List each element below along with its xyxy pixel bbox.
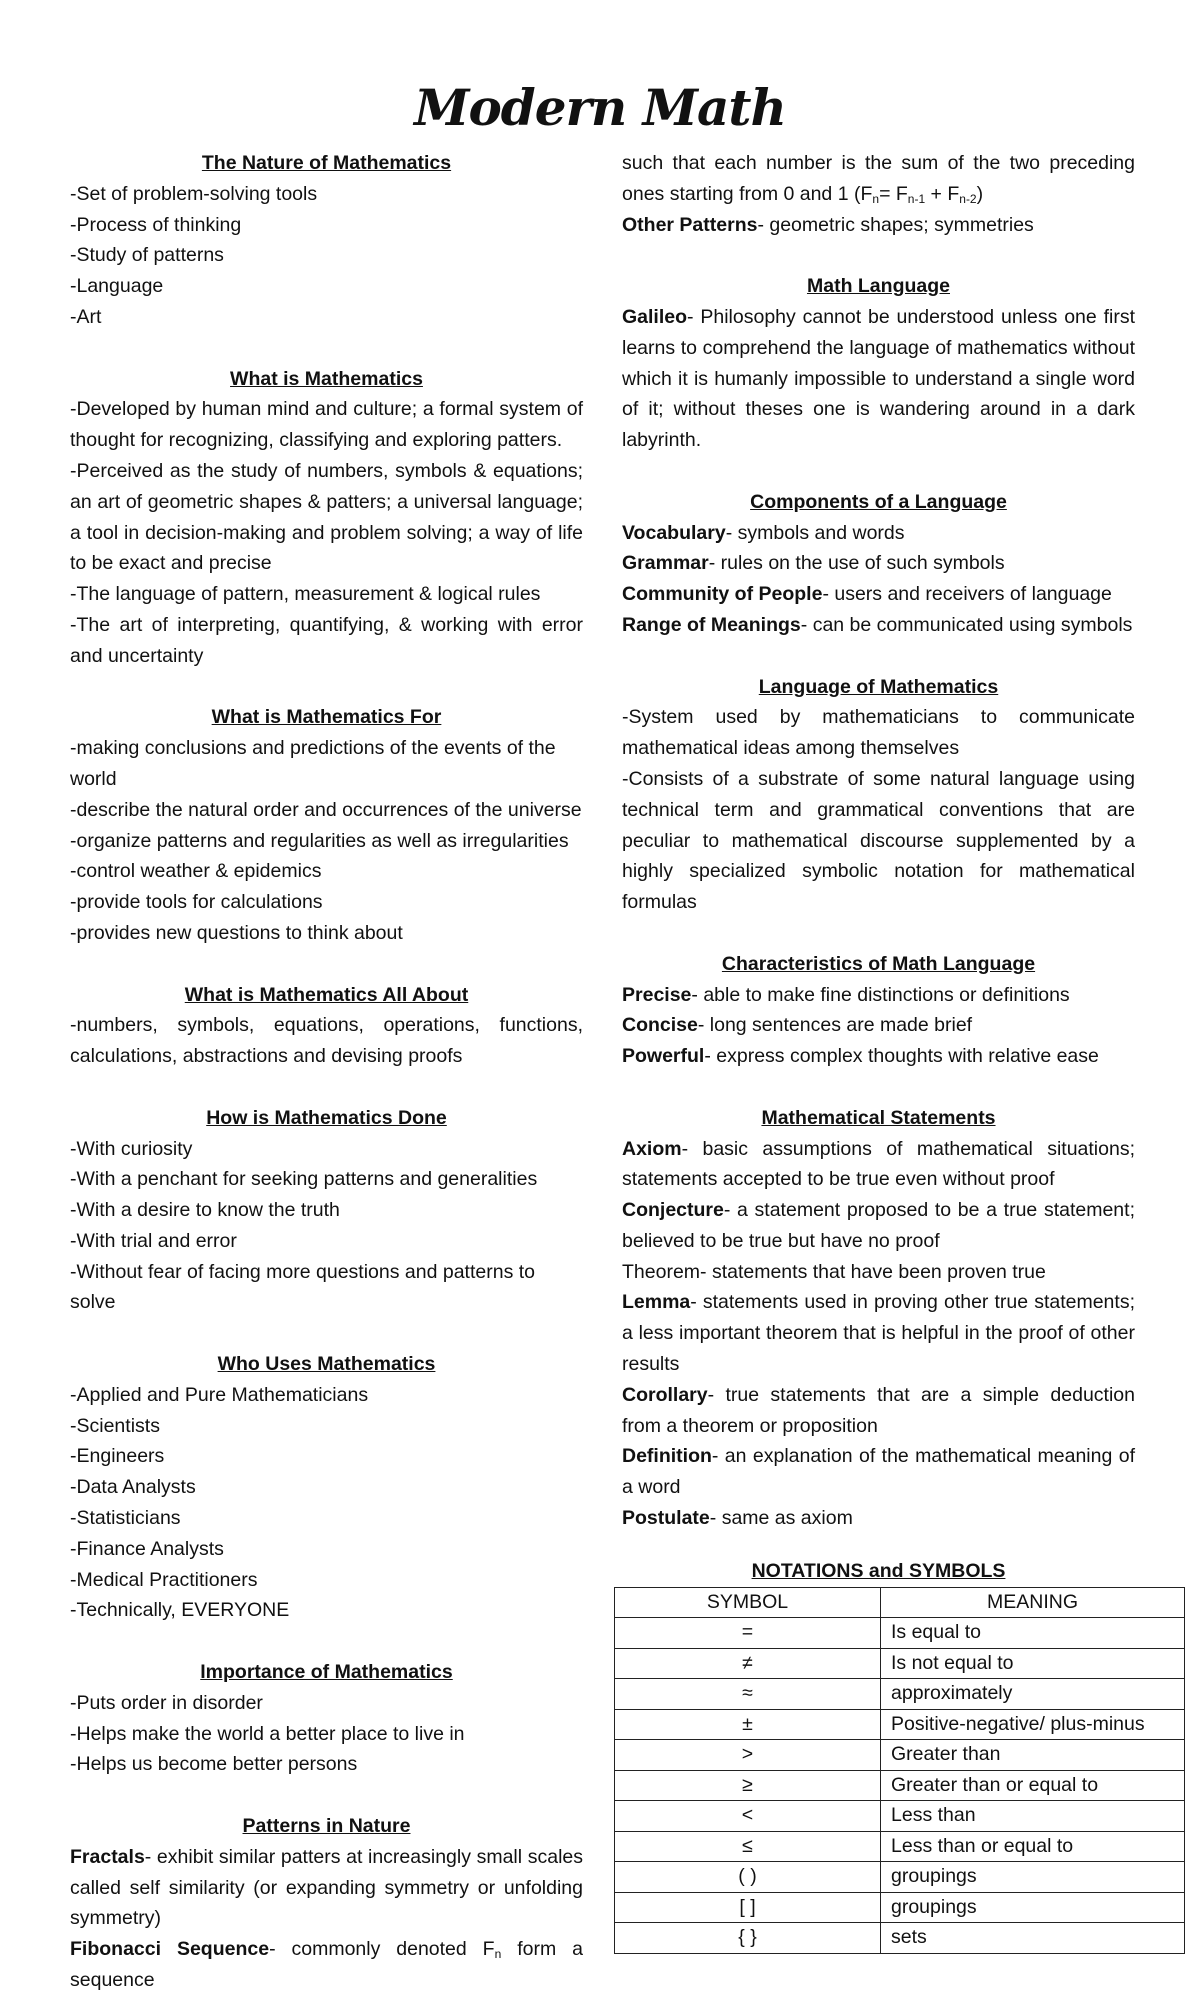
term: Axiom bbox=[622, 1137, 682, 1160]
list-item: -With a desire to know the truth bbox=[70, 1199, 340, 1222]
symbol-cell: ≤ bbox=[615, 1831, 881, 1862]
definition-text: - commonly denoted F bbox=[269, 1938, 495, 1961]
definition-text: - same as axiom bbox=[709, 1507, 853, 1530]
term: Powerful bbox=[622, 1045, 705, 1068]
symbol-cell: [ ] bbox=[615, 1892, 881, 1923]
definition-text: - Philosophy cannot be understood unless one first learns to comprehend the language of mathematics without which it is humanly impossible to understand a single word of it; without theses one is wandering around in a dark labyrinth. bbox=[622, 305, 1135, 452]
definition-fractals bbox=[70, 1842, 583, 1934]
list-item: -describe the natural order and occurrences of the universe bbox=[70, 798, 582, 821]
left-column bbox=[70, 148, 583, 1996]
definition-text: - a statement proposed to be a true statement; believed to be true but have no proof bbox=[622, 1199, 1135, 1252]
definition-definition bbox=[622, 1441, 1135, 1503]
list-item: -Medical Practitioners bbox=[70, 1568, 258, 1591]
symbol-cell: ≈ bbox=[615, 1679, 881, 1710]
definition-text: - basic assumptions of mathematical situations; statements accepted to be true even without proof bbox=[622, 1137, 1135, 1191]
list-item: -With a penchant for seeking patterns and generalities bbox=[70, 1168, 538, 1191]
definition-text: - rules on the use of such symbols bbox=[708, 552, 1005, 575]
list-item: -System used by mathematicians to communicate mathematical ideas among themselves bbox=[622, 706, 1135, 760]
definition-text: ) bbox=[976, 182, 984, 205]
term: Range of Meanings bbox=[622, 613, 801, 636]
subscript: n bbox=[872, 191, 880, 206]
section-heading-about: What is Mathematics All About bbox=[184, 983, 469, 1006]
table-row bbox=[615, 1648, 1185, 1679]
section-heading-components: Components of a Language bbox=[750, 490, 1007, 513]
list-item bbox=[622, 610, 1135, 641]
term: Fibonacci Sequence bbox=[70, 1938, 270, 1961]
list-item: -Statisticians bbox=[70, 1507, 181, 1530]
list-item: -Set of problem-solving tools bbox=[70, 182, 318, 205]
list-item: -Data Analysts bbox=[70, 1476, 196, 1499]
list-item: -With trial and error bbox=[70, 1229, 237, 1252]
list-item: -Technically, EVERYONE bbox=[70, 1599, 290, 1622]
term: Corollary bbox=[622, 1383, 708, 1406]
list-item bbox=[622, 1010, 1135, 1041]
table-row bbox=[615, 1831, 1185, 1862]
table-row bbox=[615, 1892, 1185, 1923]
table-row bbox=[615, 1801, 1185, 1832]
section-heading-nature: The Nature of Mathematics bbox=[201, 152, 452, 174]
list-item: -Scientists bbox=[70, 1414, 160, 1437]
definition-conjecture bbox=[622, 1195, 1135, 1257]
section-heading-patterns: Patterns in Nature bbox=[242, 1815, 411, 1838]
list-item: -The language of pattern, measurement & logical rules bbox=[70, 583, 541, 606]
section-heading-importance: Importance of Mathematics bbox=[200, 1661, 453, 1684]
term: Vocabulary bbox=[622, 521, 726, 544]
section-heading-who: Who Uses Mathematics bbox=[217, 1353, 436, 1376]
section-heading-what: What is Mathematics bbox=[230, 367, 423, 390]
definition-text: = F bbox=[879, 182, 908, 205]
page-title: Modern Math bbox=[414, 78, 786, 137]
list-item: -Helps us become better persons bbox=[70, 1753, 358, 1776]
section-heading-for: What is Mathematics For bbox=[211, 706, 442, 729]
fibonacci-continued bbox=[622, 148, 1135, 210]
symbol-cell: < bbox=[615, 1801, 881, 1832]
symbol-cell: { } bbox=[615, 1923, 881, 1954]
subscript: n-1 bbox=[907, 191, 926, 206]
section-heading-math-language: Math Language bbox=[806, 275, 950, 298]
list-item: -Perceived as the study of numbers, symbols & equations; an art of geometric shapes & patters; a universal language; a tool in decision-making and problem solving; a way of life to be exact and precise bbox=[70, 459, 583, 575]
definition-corollary bbox=[622, 1380, 1135, 1442]
term: Conjecture bbox=[622, 1199, 724, 1222]
definition-text: - an explanation of the mathematical meaning of a word bbox=[622, 1445, 1135, 1499]
meaning-cell: Is not equal to bbox=[881, 1648, 1185, 1679]
notations-table bbox=[614, 1587, 1185, 1954]
definition-other-patterns bbox=[622, 210, 1135, 241]
list-item: -Process of thinking bbox=[70, 213, 242, 236]
meaning-cell: groupings bbox=[881, 1892, 1185, 1923]
list-item bbox=[622, 579, 1135, 610]
list-item: -The art of interpreting, quantifying, & working with error and uncertainty bbox=[70, 613, 583, 667]
list-item: -Developed by human mind and culture; a formal system of thought for recognizing, classifying and exploring patters. bbox=[70, 398, 583, 452]
subscript: n-2 bbox=[959, 191, 977, 206]
definition-text: - long sentences are made brief bbox=[697, 1014, 973, 1037]
table-row bbox=[615, 1923, 1185, 1954]
definition-text: - statements used in proving other true statements; a less important theorem that is helpful in the proof of other results bbox=[622, 1291, 1135, 1376]
symbol-cell: > bbox=[615, 1740, 881, 1771]
term: Grammar bbox=[622, 552, 709, 575]
list-item: -organize patterns and regularities as well as irregularities bbox=[70, 829, 569, 852]
table-row bbox=[615, 1862, 1185, 1893]
definition-text: - geometric shapes; symmetries bbox=[757, 213, 1034, 236]
list-item: -Helps make the world a better place to live in bbox=[70, 1722, 465, 1745]
definition-text: such that each number is the sum of the two preceding ones starting from 0 and 1 (F bbox=[622, 152, 1135, 205]
list-item: -Consists of a substrate of some natural language using technical term and grammatical conventions that are peculiar to mathematical discourse supplemented by a highly specialized symbolic notation for mathematical formulas bbox=[622, 767, 1135, 914]
section-heading-language-of-math: Language of Mathematics bbox=[758, 675, 999, 698]
meaning-cell: Less than bbox=[881, 1801, 1185, 1832]
term: Definition bbox=[622, 1445, 712, 1468]
symbol-cell: ≠ bbox=[615, 1648, 881, 1679]
definition-text: - symbols and words bbox=[725, 521, 905, 544]
definition-postulate bbox=[622, 1503, 1135, 1534]
definition-text: + F bbox=[925, 182, 960, 205]
definition-text: form a sequence bbox=[70, 1938, 583, 1992]
definition-text: - can be communicated using symbols bbox=[800, 613, 1133, 636]
list-item bbox=[622, 518, 1135, 549]
list-item: -Language bbox=[70, 275, 164, 298]
term: Concise bbox=[622, 1014, 698, 1037]
definition-text: - exhibit similar patters at increasingly small scales called self similarity (or expanding symmetry or unfolding symmetry) bbox=[70, 1845, 583, 1930]
meaning-cell: Is equal to bbox=[881, 1618, 1185, 1649]
term: Galileo bbox=[622, 305, 688, 328]
list-item: -Study of patterns bbox=[70, 244, 224, 267]
list-item: -control weather & epidemics bbox=[70, 860, 322, 883]
meaning-cell: approximately bbox=[881, 1679, 1185, 1710]
term: Fractals bbox=[70, 1845, 145, 1868]
definition-text: - users and receivers of language bbox=[822, 583, 1112, 606]
term: Community of People bbox=[622, 583, 823, 606]
list-item bbox=[622, 548, 1135, 579]
list-item: -making conclusions and predictions of the events of the world bbox=[70, 737, 556, 790]
list-item: -provides new questions to think about bbox=[70, 921, 403, 944]
list-item bbox=[622, 1041, 1135, 1072]
list-item: -Finance Analysts bbox=[70, 1537, 224, 1560]
list-item: -With curiosity bbox=[70, 1137, 193, 1160]
definition-galileo bbox=[622, 302, 1135, 456]
definition-lemma bbox=[622, 1287, 1135, 1379]
column-header-symbol: SYMBOL bbox=[615, 1587, 881, 1618]
term: Precise bbox=[622, 983, 692, 1006]
section-heading-statements: Mathematical Statements bbox=[761, 1106, 996, 1129]
term: Other Patterns bbox=[622, 213, 758, 236]
list-item: -numbers, symbols, equations, operations, functions, calculations, abstractions and devising proofs bbox=[70, 1014, 583, 1068]
definition-fibonacci bbox=[70, 1934, 583, 1996]
table-row bbox=[615, 1770, 1185, 1801]
symbol-cell: ( ) bbox=[615, 1862, 881, 1893]
list-item: -provide tools for calculations bbox=[70, 891, 323, 914]
right-column bbox=[622, 148, 1145, 1954]
term: Lemma bbox=[622, 1291, 691, 1314]
meaning-cell: groupings bbox=[881, 1862, 1185, 1893]
list-item: -Puts order in disorder bbox=[70, 1691, 263, 1714]
meaning-cell: Less than or equal to bbox=[881, 1831, 1185, 1862]
list-item: -Without fear of facing more questions and patterns to solve bbox=[70, 1260, 536, 1314]
definition-text: - express complex thoughts with relative ease bbox=[704, 1045, 1099, 1068]
definition-axiom bbox=[622, 1134, 1135, 1196]
meaning-cell: Greater than bbox=[881, 1740, 1185, 1771]
meaning-cell: Positive-negative/ plus-minus bbox=[881, 1709, 1185, 1740]
list-item bbox=[622, 980, 1135, 1011]
table-header-row bbox=[615, 1587, 1185, 1618]
definition-text: - able to make fine distinctions or definitions bbox=[691, 983, 1070, 1006]
definition-text: - true statements that are a simple deduction from a theorem or proposition bbox=[622, 1383, 1135, 1437]
list-item: -Engineers bbox=[70, 1445, 165, 1468]
table-row bbox=[615, 1679, 1185, 1710]
table-row bbox=[615, 1740, 1185, 1771]
list-item: -Art bbox=[70, 305, 102, 328]
table-row bbox=[615, 1618, 1185, 1649]
meaning-cell: sets bbox=[881, 1923, 1185, 1954]
section-heading-how: How is Mathematics Done bbox=[206, 1106, 447, 1129]
symbol-cell: ± bbox=[615, 1709, 881, 1740]
subscript: n bbox=[494, 1947, 502, 1962]
section-heading-notations: NOTATIONS and SYMBOLS bbox=[751, 1559, 1006, 1582]
list-item: -Applied and Pure Mathematicians bbox=[70, 1383, 369, 1406]
symbol-cell: = bbox=[615, 1618, 881, 1649]
column-header-meaning: MEANING bbox=[881, 1587, 1185, 1618]
term: Postulate bbox=[622, 1507, 710, 1530]
section-heading-characteristics: Characteristics of Math Language bbox=[721, 952, 1036, 975]
meaning-cell: Greater than or equal to bbox=[881, 1770, 1185, 1801]
definition-theorem: Theorem- statements that have been proven true bbox=[622, 1260, 1046, 1283]
table-row bbox=[615, 1709, 1185, 1740]
symbol-cell: ≥ bbox=[615, 1770, 881, 1801]
